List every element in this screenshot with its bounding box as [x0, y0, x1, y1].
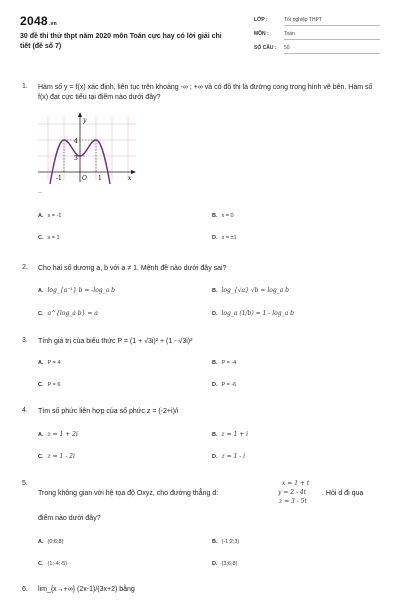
question-1-option-b[interactable]: B. x = 0	[212, 213, 234, 219]
question-1-trailing: ..	[38, 188, 42, 195]
question-3-option-b[interactable]: B. P = -4	[212, 360, 237, 366]
question-6-text: lim_{x→+∞} (2x-1)/(3x+2) bằng	[38, 586, 135, 593]
question-5-text-line2: điểm nào dưới đây?	[38, 515, 101, 522]
question-1-option-d[interactable]: D. x = ±1	[212, 235, 237, 241]
question-2-option-b[interactable]: B. log_{√a} √b = log_a b	[212, 287, 290, 294]
graph-x-label: x	[128, 175, 132, 182]
question-3-option-d[interactable]: D. P = -6	[212, 382, 237, 388]
graph-tick-1: 1	[98, 175, 102, 182]
question-4-option-d[interactable]: D. z = 1 - i	[212, 453, 246, 460]
question-3-option-a[interactable]: A. P = 4	[38, 360, 61, 366]
question-1-option-a[interactable]: A. x = -1	[38, 213, 62, 219]
question-3-text: Tính giá trị của biểu thức P = (1 + √3i)² + (1 - √3i)²	[38, 338, 193, 345]
socau-value: 50	[284, 45, 380, 54]
question-4-option-c[interactable]: C. z = 1 - 2i	[38, 453, 75, 460]
graph-origin-label: O	[82, 175, 87, 182]
question-5-option-d[interactable]: D. (3;6;8)	[212, 561, 238, 567]
graph-tick-3: 3	[74, 155, 78, 162]
question-2-option-c[interactable]: C. a^{log_a b} = a	[38, 310, 98, 317]
question-1-text: Hàm số y = f(x) xác định, liên tục trên khoảng -∞ ; +∞ và có đồ thị là đường cong trong hình vẽ bên. Hàm số f(x) đạt cực tiểu tại điểm nào dưới đây?	[38, 84, 373, 101]
mon-label: MÔN :	[254, 31, 269, 37]
question-2-text: Cho hai số dương a, b với a ≠ 1. Mệnh đề nào dưới đây sai?	[38, 265, 227, 272]
page-title: 30 đề thi thử thpt năm 2020 môn Toán cực hay có lời giải chi tiết (đề số 7)	[20, 33, 222, 50]
graph-y-label: y	[83, 117, 87, 124]
question-6-number: 6.	[22, 586, 28, 593]
question-2-option-a[interactable]: A. log_{a⁻¹} b = -log_a b	[38, 287, 115, 294]
question-5-number: 5.	[22, 480, 28, 487]
question-5-option-c[interactable]: C. (1;-4;-5)	[38, 561, 68, 567]
question-5-option-a[interactable]: A. (0;6;8)	[38, 539, 64, 545]
question-3-option-c[interactable]: C. P = 6	[38, 382, 61, 388]
x-axis-arrow	[131, 170, 136, 174]
question-4-option-b[interactable]: B. z = 1 + i	[212, 431, 249, 438]
system-eq-x: x = 1 + t	[282, 480, 310, 487]
question-2-number: 2.	[22, 264, 28, 271]
lop-value: Tốt nghiệp THPT	[284, 17, 380, 26]
question-1-number: 1.	[22, 83, 28, 90]
graph-tick-4: 4	[74, 138, 78, 145]
question-4-option-a[interactable]: A. z = 1 + 2i	[38, 431, 78, 438]
site-logo[interactable]: 2048.vn	[20, 14, 58, 28]
question-5-text-after: . Hỏi d đi qua	[322, 490, 364, 497]
question-5-line-system	[278, 479, 309, 506]
question-4-text: Tìm số phức liên hợp của số phức z = (-2+i)/i	[38, 408, 179, 415]
question-2-option-d[interactable]: D. log_a (1/b) = 1 - log_a b	[212, 310, 294, 317]
graph-tick-minus1: -1	[56, 175, 62, 182]
question-5-text: Trong không gian với hệ tọa độ Oxyz, cho đường thẳng d:	[38, 490, 219, 497]
system-eq-y: y = 2 - 4t	[278, 489, 307, 496]
question-3-number: 3.	[22, 337, 28, 344]
y-axis-arrow	[78, 112, 82, 117]
mon-value: Toán	[284, 31, 380, 40]
lop-label: LỚP :	[254, 17, 268, 23]
question-4-number: 4.	[22, 407, 28, 414]
question-1-graph	[36, 110, 140, 190]
socau-label: SỐ CÂU :	[254, 45, 277, 51]
system-eq-z: z = 3 - 5t	[279, 498, 307, 505]
question-5-option-b[interactable]: B. (-1;2;3)	[212, 539, 240, 545]
question-1-option-c[interactable]: C. x = 1	[38, 235, 60, 241]
